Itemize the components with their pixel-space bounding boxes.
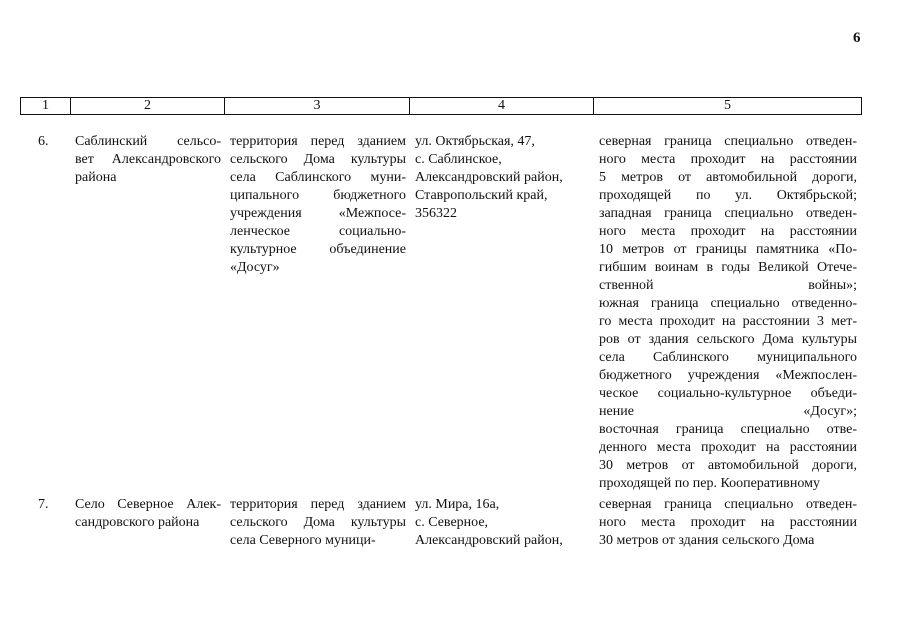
- text-line: проходящей по пер. Кооперативному: [599, 476, 820, 491]
- territory-description: [230, 133, 406, 277]
- text-line: 356322: [415, 206, 457, 221]
- text-line: культурное объединение: [230, 242, 406, 257]
- text-line: ческое социально-культурное объеди-: [599, 386, 857, 401]
- text-line: 5 метров от автомобильной дороги,: [599, 170, 857, 185]
- text-line: 10 метров от границы памятника «По-: [599, 242, 857, 257]
- text-line: села Саблинского муни-: [230, 170, 406, 185]
- text-line: ного места проходит на расстоянии: [599, 224, 857, 239]
- text-line: северная граница специально отведен-: [599, 497, 857, 512]
- text-line: района: [75, 170, 117, 185]
- text-line: проходящей по ул. Октябрьской;: [599, 188, 857, 203]
- column-header-2: 2: [71, 98, 225, 115]
- text-line: села Северного муници-: [230, 533, 376, 548]
- text-line: 30 метров от автомобильной дороги,: [599, 458, 857, 473]
- text-line: Александровский район,: [415, 533, 563, 548]
- row-number: 6.: [38, 134, 49, 149]
- page-number: 6: [853, 30, 861, 46]
- row-number: 7.: [38, 497, 49, 512]
- text-line: западная граница специально отведен-: [599, 206, 857, 221]
- text-line: северная граница специально отведен-: [599, 134, 857, 149]
- text-line: сельского Дома культуры: [230, 515, 406, 530]
- text-line: Александровский район,: [415, 170, 563, 185]
- text-line: ров от здания сельского Дома культуры: [599, 332, 857, 347]
- text-line: Село Северное Алек-: [75, 497, 221, 512]
- text-line: нение «Досуг»;: [599, 404, 857, 419]
- text-line: территория перед зданием: [230, 134, 406, 149]
- text-line: бюджетного учреждения «Межпослен-: [599, 368, 857, 383]
- text-line: ципального бюджетного: [230, 188, 406, 203]
- territory-description: [230, 496, 406, 550]
- text-line: ленческое социально-: [230, 224, 406, 239]
- text-line: учреждения «Межпосе-: [230, 206, 406, 221]
- column-header-table: [20, 97, 862, 115]
- text-line: гибшим воинам в годы Великой Отече-: [599, 260, 857, 275]
- text-line: сандровского района: [75, 515, 200, 530]
- text-line: ственной войны»;: [599, 278, 857, 293]
- text-line: «Досуг»: [230, 260, 280, 275]
- settlement-name: [75, 133, 221, 187]
- address: [415, 496, 593, 550]
- address: [415, 133, 593, 223]
- column-header-4: 4: [410, 98, 594, 115]
- text-line: го места проходит на расстоянии 3 мет-: [599, 314, 857, 329]
- text-line: ного места проходит на расстоянии: [599, 515, 857, 530]
- text-line: восточная граница специально отве-: [599, 422, 857, 437]
- column-header-5: 5: [594, 98, 862, 115]
- text-line: территория перед зданием: [230, 497, 406, 512]
- text-line: денного места проходит на расстоянии: [599, 440, 857, 455]
- boundary-description: [599, 496, 857, 550]
- text-line: вет Александровского: [75, 152, 221, 167]
- text-line: южная граница специально отведенно-: [599, 296, 857, 311]
- column-header-3: 3: [225, 98, 410, 115]
- text-line: ул. Мира, 16а,: [415, 497, 500, 512]
- settlement-name: [75, 496, 221, 532]
- text-line: с. Саблинское,: [415, 152, 502, 167]
- text-line: сельского Дома культуры: [230, 152, 406, 167]
- text-line: с. Северное,: [415, 515, 489, 530]
- column-header-1: 1: [21, 98, 71, 115]
- text-line: ул. Октябрьская, 47,: [415, 134, 535, 149]
- text-line: Саблинский сельсо-: [75, 134, 221, 149]
- text-line: ного места проходит на расстоянии: [599, 152, 857, 167]
- boundary-description: [599, 133, 857, 493]
- column-header-row: [21, 98, 862, 115]
- text-line: 30 метров от здания сельского Дома: [599, 533, 815, 548]
- text-line: Ставропольский край,: [415, 188, 548, 203]
- text-line: села Саблинского муниципального: [599, 350, 857, 365]
